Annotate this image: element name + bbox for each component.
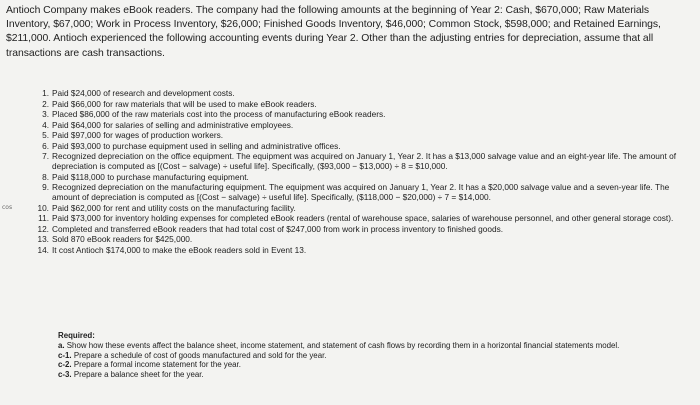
event-text: Paid $66,000 for raw materials that will be used to make eBook readers. — [52, 98, 317, 109]
event-number: 11. — [38, 213, 49, 224]
list-item — [37, 172, 677, 182]
event-number: 8. — [42, 171, 49, 182]
required-part-c2 — [58, 360, 678, 370]
event-text: Paid $97,000 for wages of production workers. — [52, 130, 224, 140]
event-text: Paid $64,000 for salaries of selling and administrative employees. — [52, 119, 294, 130]
list-item — [37, 130, 677, 140]
event-text: Paid $118,000 to purchase manufacturing equipment. — [52, 171, 249, 182]
event-number: 14. — [37, 244, 49, 255]
events-list — [37, 88, 677, 255]
event-number: 6. — [42, 140, 49, 151]
part-text: Prepare a formal income statement for the year. — [73, 360, 241, 370]
event-number: 10. — [37, 202, 49, 213]
required-part-a — [58, 341, 638, 351]
list-item — [37, 245, 677, 255]
event-text: It cost Antioch $174,000 to make the eBook readers sold in Event 13. — [52, 244, 307, 255]
list-item — [37, 234, 677, 244]
list-item — [37, 120, 677, 130]
event-text: Recognized depreciation on the manufacturing equipment. The equipment was acquired on January 1, Year 2. It has a $20,000 salvage value and a seven-year life. The amount of depreciation is computed as [(Cost − salvage) ÷ useful life]. Specifically, ($118,000 − $20,000) ÷ 7 = $14,000. — [52, 182, 670, 203]
required-section — [58, 331, 678, 380]
event-text: Paid $62,000 for rent and utility costs on the manufacturing facility. — [52, 202, 296, 213]
event-number: 4. — [42, 119, 49, 130]
event-text: Completed and transferred eBook readers that had total cost of $247,000 from work in process inventory to finished goods. — [52, 223, 504, 234]
event-number: 13. — [37, 234, 49, 245]
event-number: 2. — [42, 98, 49, 109]
part-label: c-2. — [58, 360, 72, 370]
event-text: Paid $93,000 to purchase equipment used in selling and administrative offices. — [52, 140, 341, 151]
part-label: c-3. — [58, 370, 72, 380]
event-text: Sold 870 eBook readers for $425,000. — [52, 234, 193, 245]
event-number: 5. — [42, 130, 49, 140]
event-number: 3. — [42, 109, 49, 119]
event-number: 12. — [37, 223, 49, 234]
margin-tag: cos — [2, 204, 13, 211]
list-item — [37, 141, 677, 151]
list-item — [37, 224, 677, 234]
event-text: Paid $73,000 for inventory holding expenses for completed eBook readers (rental of warehouse space, salaries of warehouse personnel, and other general storage cost). — [52, 213, 674, 224]
part-label: c-1. — [58, 350, 72, 360]
part-text: Prepare a schedule of cost of goods manufactured and sold for the year. — [73, 350, 327, 360]
list-item — [37, 213, 677, 223]
event-number: 9. — [42, 182, 49, 193]
event-number: 1. — [42, 88, 49, 98]
event-text: Paid $24,000 of research and development costs. — [52, 88, 235, 98]
event-text: Recognized depreciation on the office equipment. The equipment was acquired on January 1, Year 2. It has a $13,000 salvage value and an eight-year life. The amount of depreciation is computed as [(Cost − salvage) ÷ useful life]. Specifically, ($93,000 − $13,000) ÷ 8 = $10,000. — [52, 151, 677, 172]
required-part-c3 — [58, 370, 678, 380]
list-item — [37, 182, 677, 202]
problem-intro: Antioch Company makes eBook readers. The company had the following amounts at the beginning of Year 2: Cash, $670,000; Raw Materials Inventory, $67,000; Work in Process Inventory, $26,000; Finished Goods Inventory, $46,000; Common Stock, $598,000; and Retained Earnings, $211,000. Antioch experienced the following accounting events during Year 2. Other than the adjusting entries for depreciation, assume that all transactions are cash transactions. — [6, 5, 661, 59]
list-item — [37, 109, 677, 119]
list-item — [37, 203, 677, 213]
event-text: Placed $86,000 of the raw materials cost into the process of manufacturing eBook readers. — [52, 109, 386, 119]
list-item — [37, 99, 677, 109]
event-number: 7. — [42, 151, 49, 161]
part-text: Show how these events affect the balance sheet, income statement, and statement of cash flows by recording them in a horizontal financial statements model. — [66, 340, 620, 350]
required-heading: Required: — [58, 331, 95, 340]
required-part-c1 — [58, 351, 678, 361]
part-label: a. — [58, 340, 65, 350]
part-text: Prepare a balance sheet for the year. — [73, 370, 204, 380]
list-item — [37, 88, 677, 98]
list-item — [37, 151, 677, 171]
